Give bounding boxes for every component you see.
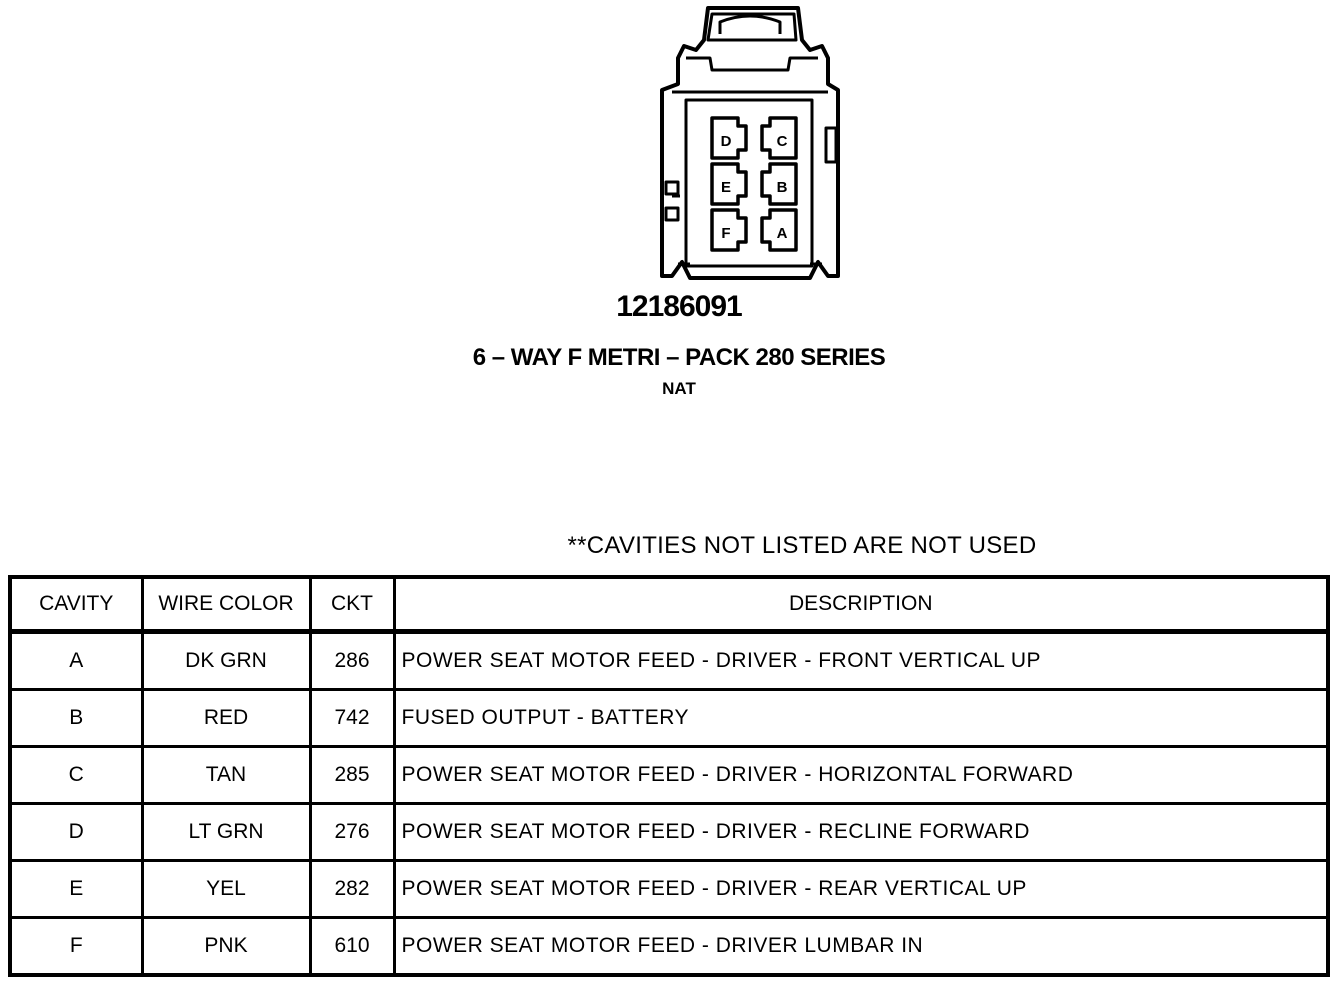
- unused-cavities-note: **CAVITIES NOT LISTED ARE NOT USED: [567, 532, 1037, 559]
- cell-wire-color: TAN: [142, 747, 310, 804]
- cavity-label-a: A: [776, 225, 788, 242]
- cell-ckt: 742: [310, 690, 394, 747]
- cavity-label-e: E: [720, 179, 732, 196]
- header-cavity: CAVITY: [10, 577, 142, 632]
- cell-wire-color: PNK: [142, 918, 310, 976]
- connector-diagram: [650, 0, 850, 290]
- table-row: [10, 632, 1328, 690]
- pinout-table-container: [8, 575, 1330, 977]
- connector-color: NAT: [662, 379, 696, 398]
- cell-ckt: 286: [310, 632, 394, 690]
- cavity-label-b: B: [776, 179, 788, 196]
- cell-description: POWER SEAT MOTOR FEED - DRIVER - FRONT VERTICAL UP: [394, 632, 1328, 690]
- header-wire-color: WIRE COLOR: [142, 577, 310, 632]
- cell-wire-color: LT GRN: [142, 804, 310, 861]
- pinout-table: [8, 575, 1330, 977]
- cell-wire-color: DK GRN: [142, 632, 310, 690]
- cell-wire-color: RED: [142, 690, 310, 747]
- header-description: DESCRIPTION: [394, 577, 1328, 632]
- table-header-row: [10, 577, 1328, 632]
- cell-wire-color: YEL: [142, 861, 310, 918]
- cell-cavity: E: [10, 861, 142, 918]
- table-row: [10, 861, 1328, 918]
- header-ckt: CKT: [310, 577, 394, 632]
- cell-description: POWER SEAT MOTOR FEED - DRIVER - REAR VERTICAL UP: [394, 861, 1328, 918]
- cell-description: POWER SEAT MOTOR FEED - DRIVER LUMBAR IN: [394, 918, 1328, 976]
- cell-cavity: C: [10, 747, 142, 804]
- cell-ckt: 282: [310, 861, 394, 918]
- cell-cavity: B: [10, 690, 142, 747]
- cell-ckt: 610: [310, 918, 394, 976]
- cell-cavity: A: [10, 632, 142, 690]
- cavity-label-c: C: [776, 133, 788, 150]
- cavity-label-d: D: [720, 133, 732, 150]
- cavity-label-f: F: [721, 225, 731, 242]
- table-row: [10, 804, 1328, 861]
- part-number: 12186091: [616, 290, 742, 323]
- cell-cavity: D: [10, 804, 142, 861]
- table-row: [10, 747, 1328, 804]
- cell-ckt: 276: [310, 804, 394, 861]
- table-row: [10, 690, 1328, 747]
- cell-description: FUSED OUTPUT - BATTERY: [394, 690, 1328, 747]
- table-row: [10, 918, 1328, 976]
- cell-description: POWER SEAT MOTOR FEED - DRIVER - HORIZONTAL FORWARD: [394, 747, 1328, 804]
- cell-ckt: 285: [310, 747, 394, 804]
- cell-cavity: F: [10, 918, 142, 976]
- connector-series: 6 – WAY F METRI – PACK 280 SERIES: [472, 344, 886, 371]
- cell-description: POWER SEAT MOTOR FEED - DRIVER - RECLINE FORWARD: [394, 804, 1328, 861]
